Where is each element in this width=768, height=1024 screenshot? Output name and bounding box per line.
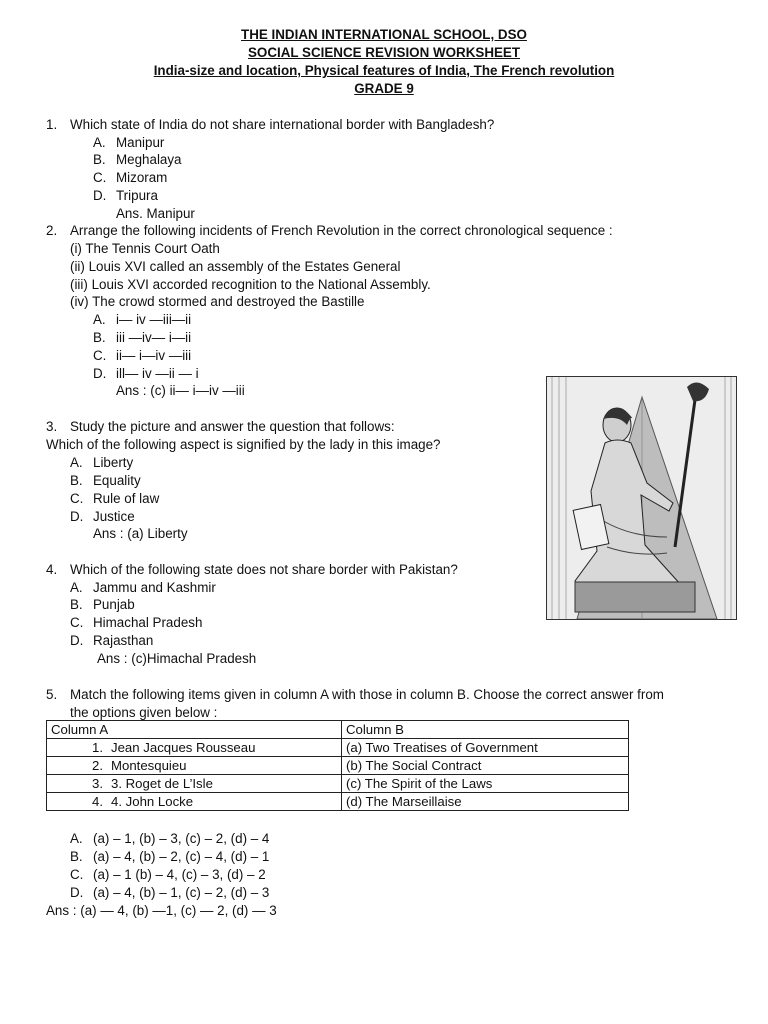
worksheet-title: SOCIAL SCIENCE REVISION WORKSHEET xyxy=(247,45,521,60)
row-number: 3. xyxy=(92,776,103,791)
question-text: Match the following items given in column A with those in column B. Choose the correct answer from xyxy=(70,687,664,702)
question-text: Arrange the following incidents of French Revolution in the correct chronological sequence : xyxy=(70,223,613,238)
table-row xyxy=(47,793,629,811)
column-b-cell: (d) The Marseillaise xyxy=(342,793,629,811)
column-b-header: Column B xyxy=(342,721,629,739)
option-label: A. xyxy=(93,135,106,150)
column-a-cell xyxy=(47,757,342,775)
cell-text: 4. John Locke xyxy=(111,794,194,809)
question-number: 4. xyxy=(46,562,58,577)
option-label: A. xyxy=(70,831,83,846)
table-row xyxy=(47,757,629,775)
option-text: Mizoram xyxy=(116,170,168,185)
option-text: (a) – 1 (b) – 4, (c) – 3, (d) – 2 xyxy=(93,867,266,882)
match-table xyxy=(46,720,629,811)
option-label: A. xyxy=(70,580,83,595)
table-row xyxy=(47,739,629,757)
option-label: A. xyxy=(70,455,83,470)
answer-text: Ans. Manipur xyxy=(116,206,195,221)
option-text: iii —iv— i—ii xyxy=(116,330,192,345)
table-header-row xyxy=(47,721,629,739)
event-item: (ii) Louis XVI called an assembly of the Estates General xyxy=(70,259,401,274)
answer-text: Ans : (c)Himachal Pradesh xyxy=(97,651,257,666)
option-text: i— iv —iii—ii xyxy=(116,312,192,327)
school-name: THE INDIAN INTERNATIONAL SCHOOL, DSO xyxy=(241,27,527,42)
option-text: Justice xyxy=(93,509,135,524)
option-label: B. xyxy=(93,152,106,167)
option-text: Rule of law xyxy=(93,491,160,506)
option-label: B. xyxy=(93,330,106,345)
question-number: 5. xyxy=(46,687,58,702)
event-item: (iv) The crowd stormed and destroyed the Bastille xyxy=(70,294,365,309)
option-label: C. xyxy=(70,491,84,506)
option-text: (a) – 4, (b) – 1, (c) – 2, (d) – 3 xyxy=(93,885,270,900)
row-number: 1. xyxy=(92,740,103,755)
column-a-cell xyxy=(47,775,342,793)
option-label: B. xyxy=(70,849,83,864)
option-label: B. xyxy=(70,473,83,488)
option-text: Manipur xyxy=(116,135,165,150)
option-label: D. xyxy=(93,188,107,203)
option-label: C. xyxy=(93,348,107,363)
table-row xyxy=(47,775,629,793)
option-text: ii— i—iv —iii xyxy=(116,348,192,363)
grade-line: GRADE 9 xyxy=(354,81,414,96)
option-text: Himachal Pradesh xyxy=(93,615,203,630)
topics-line: India-size and location, Physical features of India, The French revolution xyxy=(153,63,615,78)
liberty-illustration xyxy=(546,376,737,620)
question-number: 2. xyxy=(46,223,58,238)
option-text: ill— iv —ii — i xyxy=(116,366,199,381)
answer-text: Ans : (c) ii— i—iv —iii xyxy=(116,383,245,398)
option-label: D. xyxy=(70,633,84,648)
option-label: C. xyxy=(70,867,84,882)
question-text-continued: the options given below : xyxy=(70,705,218,720)
option-label: D. xyxy=(70,885,84,900)
cell-text: Montesquieu xyxy=(111,758,187,773)
column-a-cell xyxy=(47,739,342,757)
question-number: 3. xyxy=(46,419,58,434)
option-label: D. xyxy=(70,509,84,524)
option-text: (a) – 1, (b) – 3, (c) – 2, (d) – 4 xyxy=(93,831,270,846)
question-text: Which state of India do not share international border with Bangladesh? xyxy=(70,117,495,132)
option-label: C. xyxy=(93,170,107,185)
column-b-cell: (a) Two Treatises of Government xyxy=(342,739,629,757)
option-text: Equality xyxy=(93,473,141,488)
answer-text: Ans : (a) — 4, (b) —1, (c) — 2, (d) — 3 xyxy=(46,903,277,918)
option-text: Jammu and Kashmir xyxy=(93,580,216,595)
question-number: 1. xyxy=(46,117,58,132)
option-label: B. xyxy=(70,597,83,612)
option-text: Meghalaya xyxy=(116,152,182,167)
option-label: A. xyxy=(93,312,106,327)
event-item: (iii) Louis XVI accorded recognition to the National Assembly. xyxy=(70,277,431,292)
cell-text: Jean Jacques Rousseau xyxy=(111,740,256,755)
option-label: D. xyxy=(93,366,107,381)
cell-text: 3. Roget de L’Isle xyxy=(111,776,213,791)
question-text: Study the picture and answer the question that follows: xyxy=(70,419,395,434)
event-item: (i) The Tennis Court Oath xyxy=(70,241,220,256)
option-text: Rajasthan xyxy=(93,633,154,648)
question-text: Which of the following state does not share border with Pakistan? xyxy=(70,562,458,577)
row-number: 2. xyxy=(92,758,103,773)
option-text: (a) – 4, (b) – 2, (c) – 4, (d) – 1 xyxy=(93,849,270,864)
answer-text: Ans : (a) Liberty xyxy=(93,526,188,541)
row-number: 4. xyxy=(92,794,103,809)
option-text: Tripura xyxy=(116,188,158,203)
liberty-figure-image xyxy=(547,377,736,619)
option-text: Liberty xyxy=(93,455,134,470)
question-subtext: Which of the following aspect is signified by the lady in this image? xyxy=(46,437,441,452)
column-a-cell xyxy=(47,793,342,811)
column-a-header: Column A xyxy=(47,721,342,739)
column-b-cell: (b) The Social Contract xyxy=(342,757,629,775)
column-b-cell: (c) The Spirit of the Laws xyxy=(342,775,629,793)
option-label: C. xyxy=(70,615,84,630)
option-text: Punjab xyxy=(93,597,135,612)
